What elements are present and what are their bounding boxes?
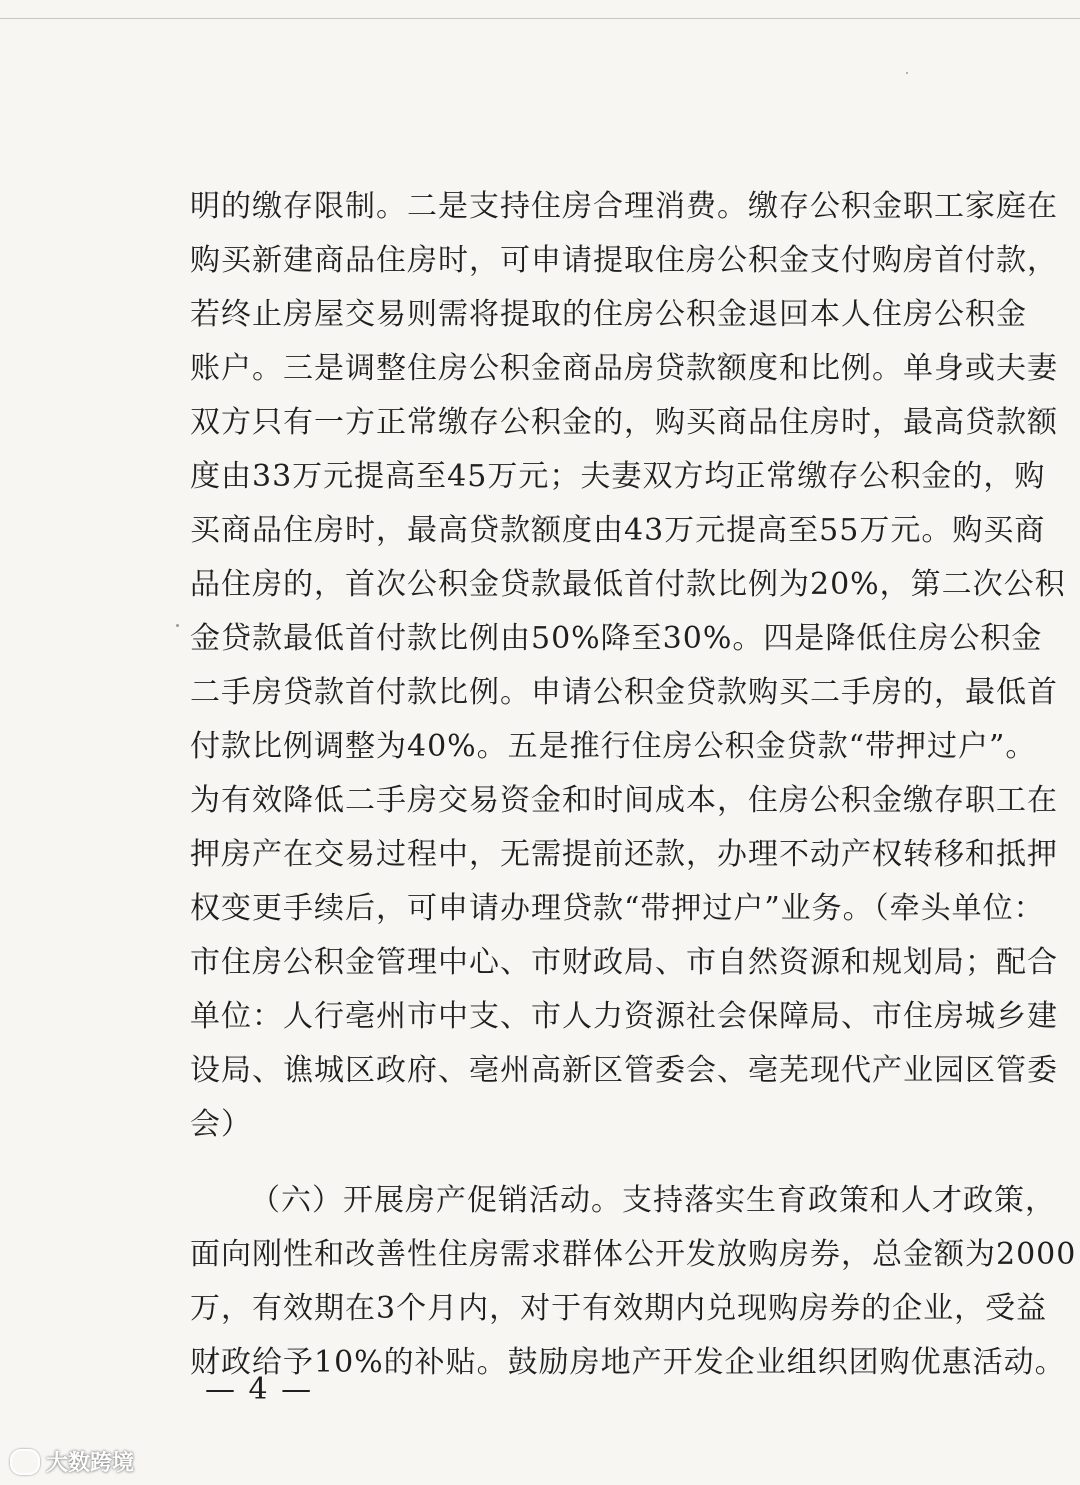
text-line: 双方只有一方正常缴存公积金的，购买商品住房时，最高贷款额 bbox=[190, 405, 1058, 440]
text-line: 买商品住房时，最高贷款额度由43万元提高至55万元。购买商 bbox=[190, 513, 1046, 548]
speech-bubble-logo-icon bbox=[10, 1449, 40, 1475]
text-line: 权变更手续后，可申请办理贷款“带押过户”业务。（牵头单位： bbox=[190, 891, 1045, 926]
text-line: 市住房公积金管理中心、市财政局、市自然资源和规划局；配合 bbox=[190, 945, 1058, 980]
text-line: 万，有效期在3个月内，对于有效期内兑现购房券的企业，受益 bbox=[190, 1291, 1048, 1326]
text-line: 为有效降低二手房交易资金和时间成本，住房公积金缴存职工在 bbox=[190, 783, 1058, 818]
text-line: 品住房的，首次公积金贷款最低首付款比例为20%，第二次公积 bbox=[190, 567, 1066, 602]
document-body bbox=[190, 180, 1077, 1390]
text-line: 若终止房屋交易则需将提取的住房公积金退回本人住房公积金 bbox=[190, 297, 1027, 332]
text-line: 面向刚性和改善性住房需求群体公开发放购房券，总金额为2000 bbox=[190, 1237, 1077, 1272]
text-line: 会） bbox=[190, 1107, 252, 1142]
text-line: 设局、谯城区政府、亳州高新区管委会、亳芜现代产业园区管委 bbox=[190, 1053, 1058, 1088]
text-line: 度由33万元提高至45万元；夫妻双方均正常缴存公积金的，购 bbox=[190, 459, 1046, 494]
top-rule bbox=[0, 18, 1080, 19]
text-line: 金贷款最低首付款比例由50%降至30%。四是降低住房公积金 bbox=[190, 621, 1043, 656]
paragraph-1 bbox=[190, 180, 1066, 1152]
watermark-text: 大数跨境 bbox=[46, 1451, 135, 1476]
text-line: （六）开展房产促销活动。支持落实生育政策和人才政策， bbox=[250, 1183, 1056, 1218]
scan-speck bbox=[906, 72, 908, 74]
text-line: 押房产在交易过程中，无需提前还款，办理不动产权转移和抵押 bbox=[190, 837, 1058, 872]
text-line: 明的缴存限制。二是支持住房合理消费。缴存公积金职工家庭在 bbox=[190, 189, 1058, 224]
scan-speck bbox=[176, 624, 179, 627]
text-line: 账户。三是调整住房公积金商品房贷款额度和比例。单身或夫妻 bbox=[190, 351, 1058, 386]
text-line: 付款比例调整为40%。五是推行住房公积金贷款“带押过户”。 bbox=[190, 729, 1037, 764]
watermark bbox=[10, 1446, 134, 1477]
paragraph-2 bbox=[190, 1174, 1077, 1390]
text-line: 单位：人行亳州市中支、市人力资源社会保障局、市住房城乡建 bbox=[190, 999, 1058, 1034]
text-line: 财政给予10%的补贴。鼓励房地产开发企业组织团购优惠活动。 bbox=[190, 1345, 1066, 1380]
text-line: 二手房贷款首付款比例。申请公积金贷款购买二手房的，最低首 bbox=[190, 675, 1058, 710]
text-line: 购买新建商品住房时，可申请提取住房公积金支付购房首付款， bbox=[190, 243, 1058, 278]
page-number: — 4 — bbox=[205, 1372, 314, 1407]
